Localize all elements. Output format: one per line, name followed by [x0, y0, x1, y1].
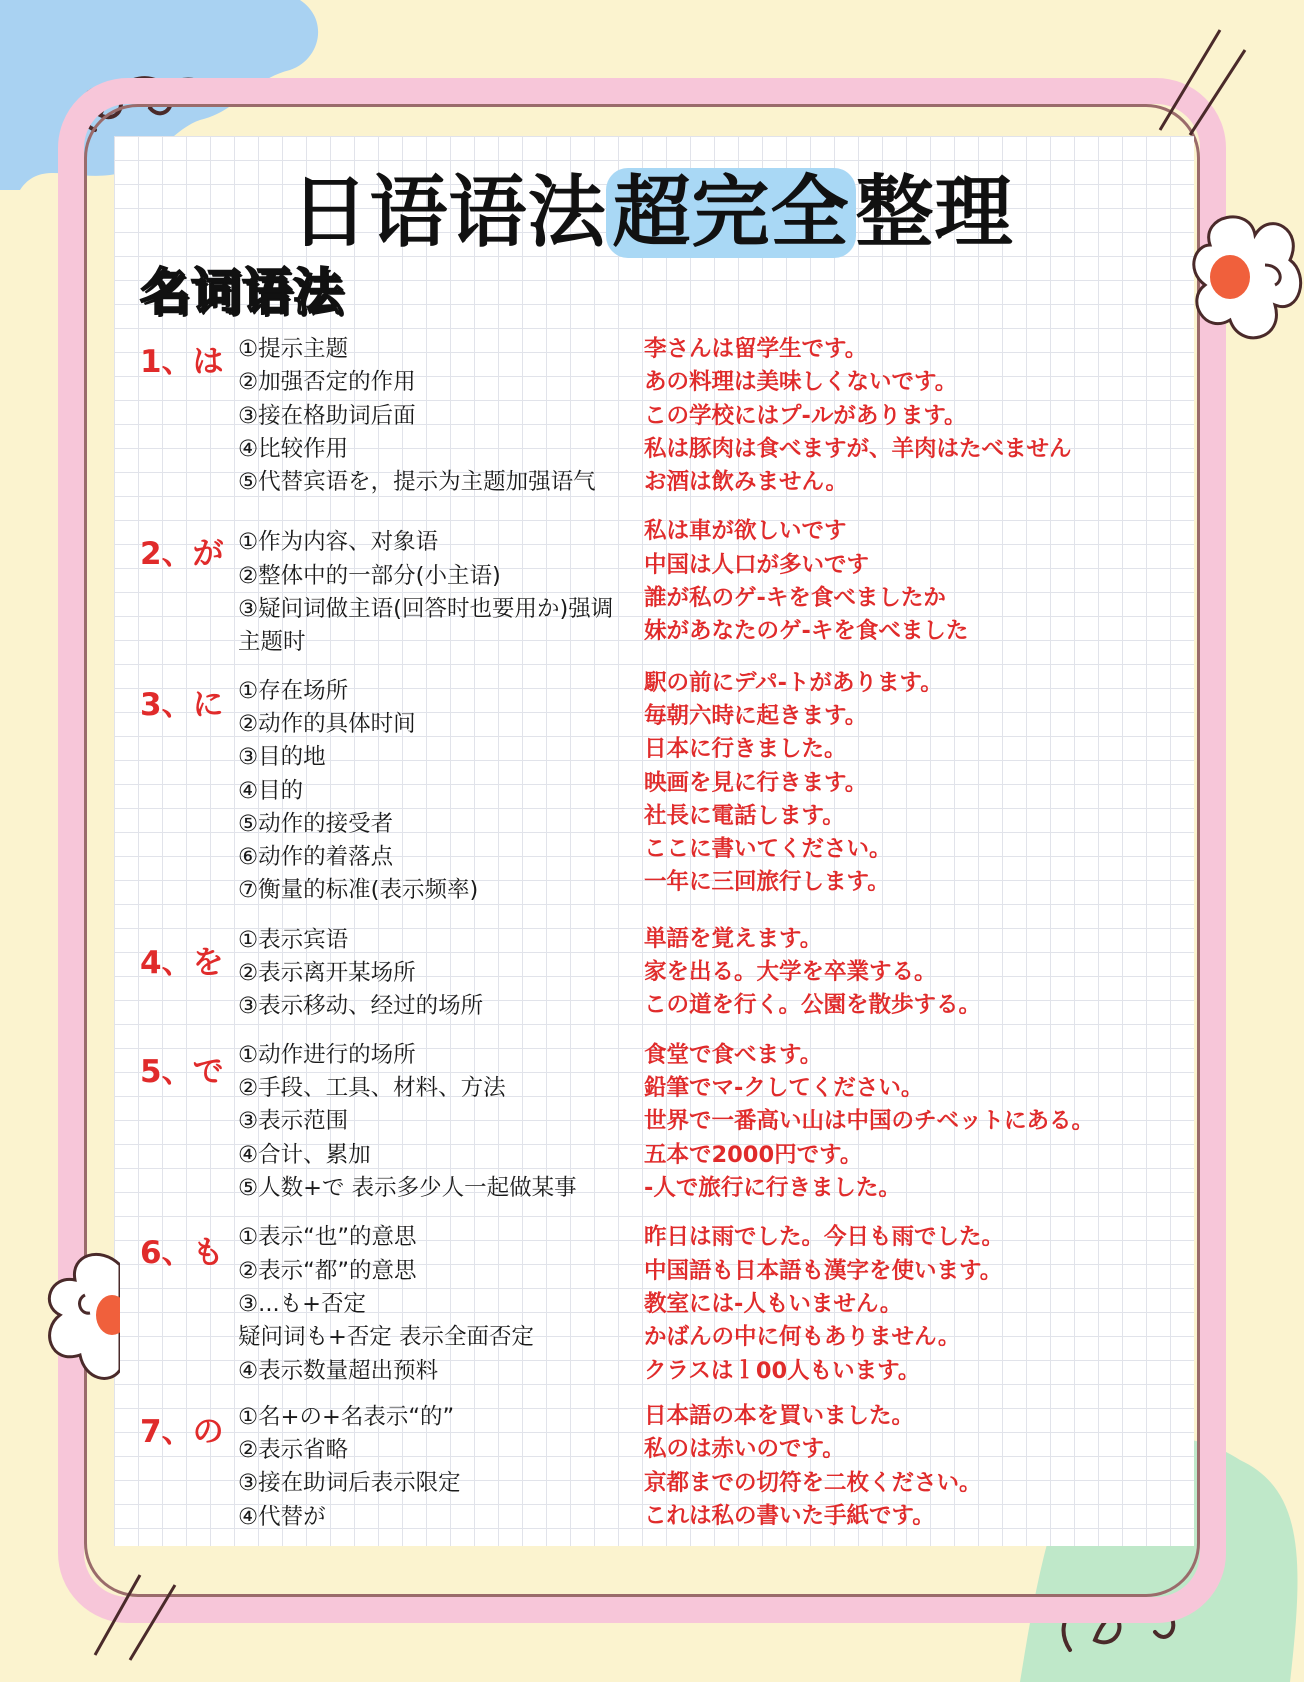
example-line: クラスはｌ00人もいます。 — [644, 1358, 921, 1384]
example-line: 食堂で食べます。 — [644, 1042, 823, 1068]
usage-line: ⑦衡量的标准(表示频率) — [238, 877, 479, 903]
usage-line: ②表示省略 — [238, 1437, 349, 1463]
group-label: 7、の — [140, 1414, 224, 1450]
usage-line: ①动作进行的场所 — [238, 1042, 416, 1068]
example-line: 昨日は雨でした。今日も雨でした。 — [644, 1224, 1005, 1250]
page-title — [0, 150, 1304, 262]
usage-line: ⑤动作的接受者 — [238, 811, 394, 837]
usage-line: ⑤代替宾语を，提示为主题加强语气 — [238, 469, 596, 495]
usage-line: ②手段、工具、材料、方法 — [238, 1075, 506, 1101]
example-line: 一年に三回旅行します。 — [644, 869, 890, 895]
example-line: これは私の書いた手紙です。 — [644, 1503, 935, 1529]
example-line: 五本で2000円です。 — [644, 1142, 863, 1168]
example-line: 毎朝六時に起きます。 — [644, 703, 868, 729]
corner-stroke-decoration — [1150, 20, 1250, 140]
usage-line: ①表示宾语 — [238, 927, 349, 953]
title-part2: 整理 — [855, 168, 1014, 258]
example-line: お酒は飲みません。 — [644, 469, 848, 495]
group-label: 5、で — [140, 1054, 224, 1090]
example-line: この学校にはプ-ルがあります。 — [644, 403, 967, 429]
example-line: 私は豚肉は食べますが、羊肉はたべません — [644, 436, 1072, 462]
group-label: 2、が — [140, 536, 224, 572]
example-line: 中国は人口が多いです — [644, 552, 870, 578]
example-line: 妹があなたのゲ-キを食べました — [644, 618, 969, 644]
usage-line: ①作为内容、对象语 — [238, 529, 439, 555]
example-line: ここに書いてください。 — [644, 836, 892, 862]
group-label: 1、は — [140, 344, 224, 380]
example-line: 社長に電話します。 — [644, 803, 845, 829]
example-line: 中国語も日本語も漢字を使います。 — [644, 1258, 1003, 1284]
usage-line: ④目的 — [238, 778, 304, 804]
example-line: 鉛筆でマ-クしてください。 — [644, 1075, 924, 1101]
example-line: 李さんは留学生です。 — [644, 336, 868, 362]
group-label: 6、も — [140, 1235, 224, 1271]
example-line: 家を出る。大学を卒業する。 — [644, 959, 937, 985]
example-line: 教室には-人もいません。 — [644, 1291, 903, 1317]
usage-line: ②整体中的一部分(小主语) — [238, 563, 501, 589]
usage-line: 主题时 — [238, 629, 306, 655]
usage-line: ②表示“都”的意思 — [238, 1258, 417, 1284]
example-line: 駅の前にデパ-トがあります。 — [644, 670, 943, 696]
group-label: 3、に — [140, 687, 224, 723]
example-line: この道を行く。公園を散歩する。 — [644, 992, 982, 1018]
example-line: 世界で一番高い山は中国のチベットにある。 — [644, 1108, 1095, 1134]
usage-line: ②表示离开某场所 — [238, 960, 416, 986]
flower-decoration — [40, 1245, 120, 1385]
example-line: -人で旅行に行きました。 — [644, 1175, 901, 1201]
example-line: かばんの中に何もありません。 — [644, 1324, 961, 1350]
usage-line: ⑥动作的着落点 — [238, 844, 394, 870]
usage-line: ①名+の+名表示“的” — [238, 1404, 455, 1430]
usage-line: ③疑问词做主语(回答时也要用か)强调 — [238, 596, 614, 622]
usage-line: ②加强否定的作用 — [238, 369, 416, 395]
usage-line: ⑤人数+で 表示多少人一起做某事 — [238, 1175, 577, 1201]
title-part1: 日语语法 — [290, 168, 607, 258]
example-line: 単語を覚えます。 — [644, 926, 823, 952]
example-line: 日本に行きました。 — [644, 736, 847, 762]
usage-line: ④合计、累加 — [238, 1142, 371, 1168]
usage-line: ③表示移动、经过的场所 — [238, 993, 484, 1019]
usage-line: ④表示数量超出预料 — [238, 1358, 439, 1384]
example-line: 私のは赤いのです。 — [644, 1436, 845, 1462]
example-line: 誰が私のゲ-キを食べましたか — [644, 585, 946, 611]
example-line: 日本語の本を買いました。 — [644, 1403, 915, 1429]
usage-line: ①表示“也”的意思 — [238, 1224, 417, 1250]
example-line: あの料理は美味しくないです。 — [644, 369, 958, 395]
usage-line: ③接在助词后表示限定 — [238, 1470, 461, 1496]
usage-line: ①存在场所 — [238, 678, 349, 704]
usage-line: ③...も+否定 — [238, 1291, 366, 1317]
section-title: 名词语法 — [140, 263, 344, 321]
usage-line: ③表示范围 — [238, 1108, 349, 1134]
usage-line: ④比较作用 — [238, 436, 349, 462]
example-line: 私は車が欲しいです — [644, 518, 847, 544]
usage-line: ③接在格助词后面 — [238, 403, 416, 429]
corner-stroke-decoration — [80, 1555, 200, 1665]
usage-line: ④代替が — [238, 1504, 326, 1530]
usage-line: ③目的地 — [238, 744, 326, 770]
usage-line: ②动作的具体时间 — [238, 711, 416, 737]
example-line: 映画を見に行きます。 — [644, 770, 868, 796]
group-label: 4、を — [140, 945, 224, 981]
example-line: 京都までの切符を二枚ください。 — [644, 1470, 982, 1496]
title-highlight: 超完全 — [606, 168, 855, 258]
usage-line: ①提示主题 — [238, 336, 349, 362]
usage-line: 疑问词も+否定 表示全面否定 — [238, 1324, 535, 1350]
